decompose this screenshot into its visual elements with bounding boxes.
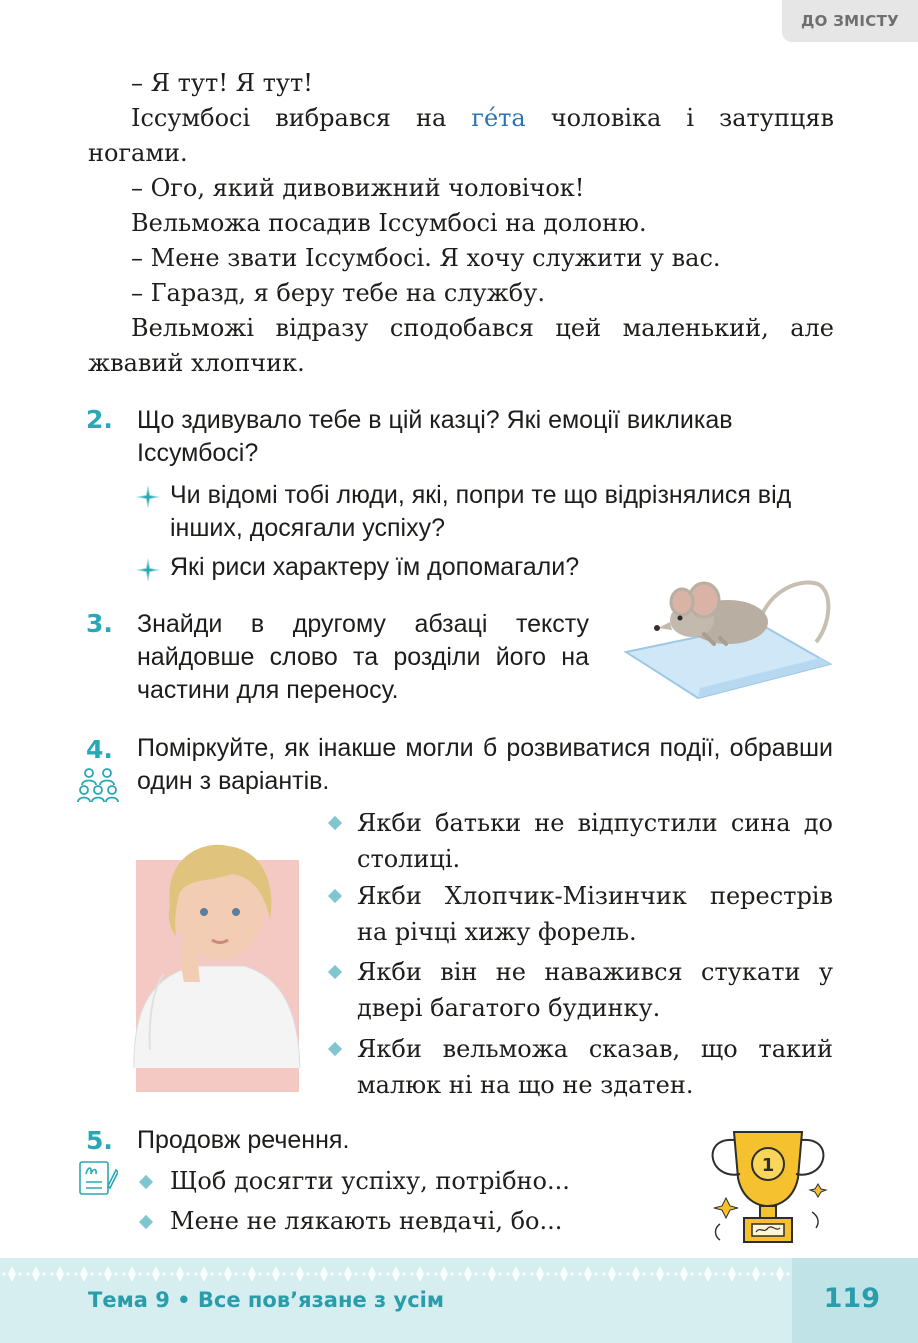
boy-figure — [124, 836, 314, 1068]
story-line: Іссумбосі вибрався на ге́та чоловіка і затупцяв ногами. — [88, 104, 834, 167]
table-of-contents-button[interactable] — [782, 0, 918, 42]
diamond-bullet-icon — [139, 1215, 153, 1229]
trophy-illustration — [700, 1120, 836, 1248]
task-5-option: Щоб досягти успіху, потрібно... — [170, 1167, 570, 1195]
task-2-question-1: Чи відомі тобі люди, які, попри те що відрізнялися від інших, досягали успіху? — [170, 481, 792, 542]
story-line: Вельможі відразу сподобався цей маленький, але жвавий хлопчик. — [88, 314, 834, 377]
glossary-link[interactable]: ге́та — [471, 104, 526, 132]
diamond-bullet-icon — [139, 1175, 153, 1189]
sparkle-bullet-icon — [135, 484, 161, 510]
trophy-place-number: 1 — [761, 1155, 775, 1176]
task-3-text: Знайди в другому абзаці тексту найдовше слово та розділи його на частини для переносу. — [137, 610, 589, 704]
story-line: – Гаразд, я беру тебе на службу. — [131, 279, 545, 307]
task-4-option: Якби вельможа сказав, що такий малюк ні на що не здатен. — [357, 1035, 833, 1099]
task-5-text: Продовж речення. — [137, 1126, 350, 1154]
task-number: 5. — [86, 1126, 113, 1155]
story-line: – Ого, який дивовижний чоловічок! — [131, 174, 585, 202]
task-5-option: Мене не лякають невдачі, бо... — [170, 1207, 563, 1235]
page-number: 119 — [823, 1283, 880, 1314]
diamond-bullet-icon — [328, 965, 342, 979]
story-line: Вельможа посадив Іссумбосі на долоню. — [131, 209, 647, 237]
task-4-option: Якби Хлопчик-Мізинчик перестрів на річці хижу форель. — [357, 882, 833, 946]
story-text — [88, 66, 834, 381]
task-number: 2. — [86, 405, 113, 434]
task-4-option: Якби він не наважився стукати у двері багатого будинку. — [357, 958, 833, 1022]
thinking-boy-photo — [136, 860, 299, 1092]
sparkle-bullet-icon — [135, 557, 161, 583]
task-2-text: Що здивувало тебе в цій казці? Які емоції викликав Іссумбосі? — [137, 406, 733, 467]
ornament-border — [0, 1262, 918, 1286]
task-4-text: Поміркуйте, як інакше могли б розвиватися події, обравши один з варіантів. — [137, 734, 833, 795]
task-4-option: Якби батьки не відпустили сина до столиці. — [357, 809, 833, 873]
diamond-bullet-icon — [328, 1042, 342, 1056]
task-2-question-2: Які риси характеру їм допомагали? — [170, 553, 580, 581]
story-line: – Я тут! Я тут! — [131, 69, 313, 97]
writing-task-icon — [78, 1160, 118, 1196]
diamond-bullet-icon — [328, 889, 342, 903]
task-number: 3. — [86, 609, 113, 638]
group-work-icon — [77, 767, 119, 805]
footer-topic: Тема 9 • Все пов’язане з усім — [88, 1288, 445, 1312]
toc-label: ДО ЗМІСТУ — [800, 12, 899, 30]
story-line: – Мене звати Іссумбосі. Я хочу служити у вас. — [131, 244, 721, 272]
diamond-bullet-icon — [328, 816, 342, 830]
task-number: 4. — [86, 735, 113, 764]
mouse-reading-book-illustration — [620, 572, 836, 702]
